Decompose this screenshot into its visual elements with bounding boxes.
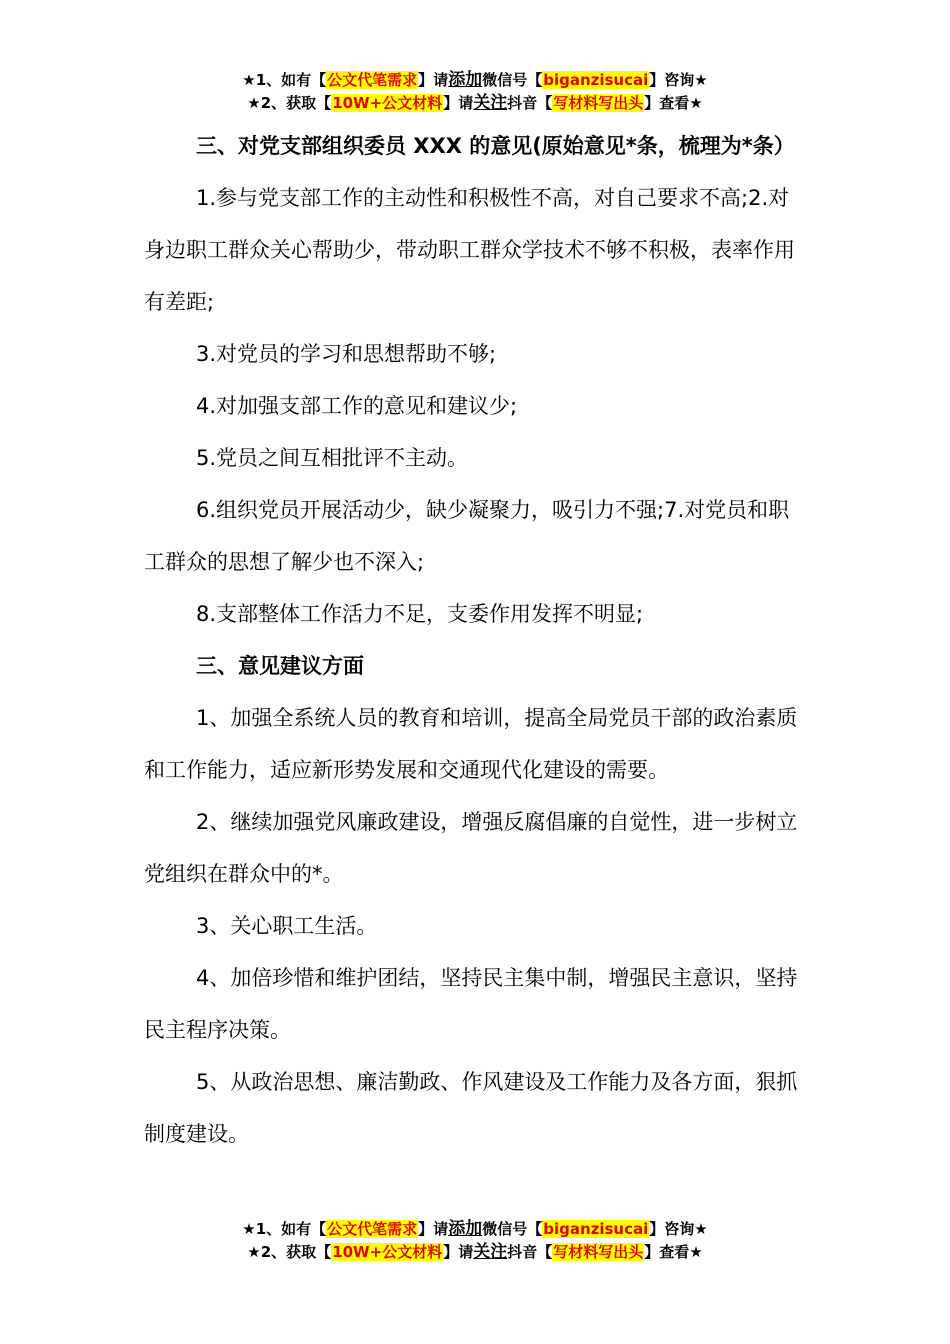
promo-highlight: 10W+公文材料 xyxy=(332,94,443,112)
promo-line-1 xyxy=(0,1218,950,1241)
promo-text: 抖音【 xyxy=(507,1243,553,1261)
paragraph: 3、关心职工生活。 xyxy=(196,914,378,938)
paragraph: 4、加倍珍惜和维护团结，坚持民主集中制，增强民主意识，坚持民主程序决策。 xyxy=(144,966,798,1042)
promo-text: 】请 xyxy=(418,71,449,89)
section-title: 三、对党支部组织委员 XXX 的意见(原始意见*条，梳理为*条） xyxy=(196,134,795,158)
promo-highlight: 公文代笔需求 xyxy=(327,71,418,89)
promo-text: 】查看★ xyxy=(644,1243,703,1261)
promo-text: 微信号【 xyxy=(482,1220,543,1238)
paragraph: 1.参与党支部工作的主动性和积极性不高，对自己要求不高;2.对身边职工群众关心帮助少，带动职工群众学技术不够不积极，表率作用有差距; xyxy=(144,186,795,314)
promo-text: 】请 xyxy=(418,1220,449,1238)
paragraph: 4.对加强支部工作的意见和建议少; xyxy=(196,394,518,418)
promo-text: ★1、如有【 xyxy=(242,1220,327,1238)
promo-line-1 xyxy=(0,69,950,92)
paragraph: 1、加强全系统人员的教育和培训，提高全局党员干部的政治素质和工作能力，适应新形势发展和交通现代化建设的需要。 xyxy=(144,706,798,782)
promo-text: 抖音【 xyxy=(507,94,553,112)
promo-text: 】咨询★ xyxy=(649,1220,708,1238)
paragraph: 5、从政治思想、廉洁勤政、作风建设及工作能力及各方面，狠抓制度建设。 xyxy=(144,1070,798,1146)
promo-line-2 xyxy=(0,1241,950,1264)
promo-line-2 xyxy=(0,92,950,115)
promo-banner-top xyxy=(0,69,950,115)
promo-text: 】咨询★ xyxy=(649,71,708,89)
promo-underlined-text: 关注 xyxy=(473,93,508,113)
section-heading: 三、意见建议方面 xyxy=(196,654,364,678)
promo-banner-bottom xyxy=(0,1218,950,1264)
promo-text: ★2、获取【 xyxy=(247,94,332,112)
paragraph: 6.组织党员开展活动少，缺少凝聚力，吸引力不强;7.对党员和职工群众的思想了解少也不深入; xyxy=(144,498,790,574)
paragraph: 3.对党员的学习和思想帮助不够; xyxy=(196,342,497,366)
promo-highlight: biganzisucai xyxy=(543,1220,649,1238)
promo-highlight: biganzisucai xyxy=(543,71,649,89)
promo-highlight: 10W+公文材料 xyxy=(332,1243,443,1261)
promo-underlined-text: 添加 xyxy=(448,1219,483,1239)
document-body xyxy=(144,120,808,1160)
promo-text: ★1、如有【 xyxy=(242,71,327,89)
promo-highlight: 写材料写出头 xyxy=(553,94,644,112)
paragraph: 2、继续加强党风廉政建设，增强反腐倡廉的自觉性，进一步树立党组织在群众中的*。 xyxy=(144,810,798,886)
promo-text: ★2、获取【 xyxy=(247,1243,332,1261)
promo-text: 】查看★ xyxy=(644,94,703,112)
promo-text: 】请 xyxy=(443,94,474,112)
promo-highlight: 公文代笔需求 xyxy=(327,1220,418,1238)
promo-highlight: 写材料写出头 xyxy=(553,1243,644,1261)
paragraph: 5.党员之间互相批评不主动。 xyxy=(196,446,469,470)
promo-text: 微信号【 xyxy=(482,71,543,89)
paragraph: 8.支部整体工作活力不足，支委作用发挥不明显; xyxy=(196,602,644,626)
promo-underlined-text: 关注 xyxy=(473,1242,508,1262)
promo-text: 】请 xyxy=(443,1243,474,1261)
promo-underlined-text: 添加 xyxy=(448,70,483,90)
